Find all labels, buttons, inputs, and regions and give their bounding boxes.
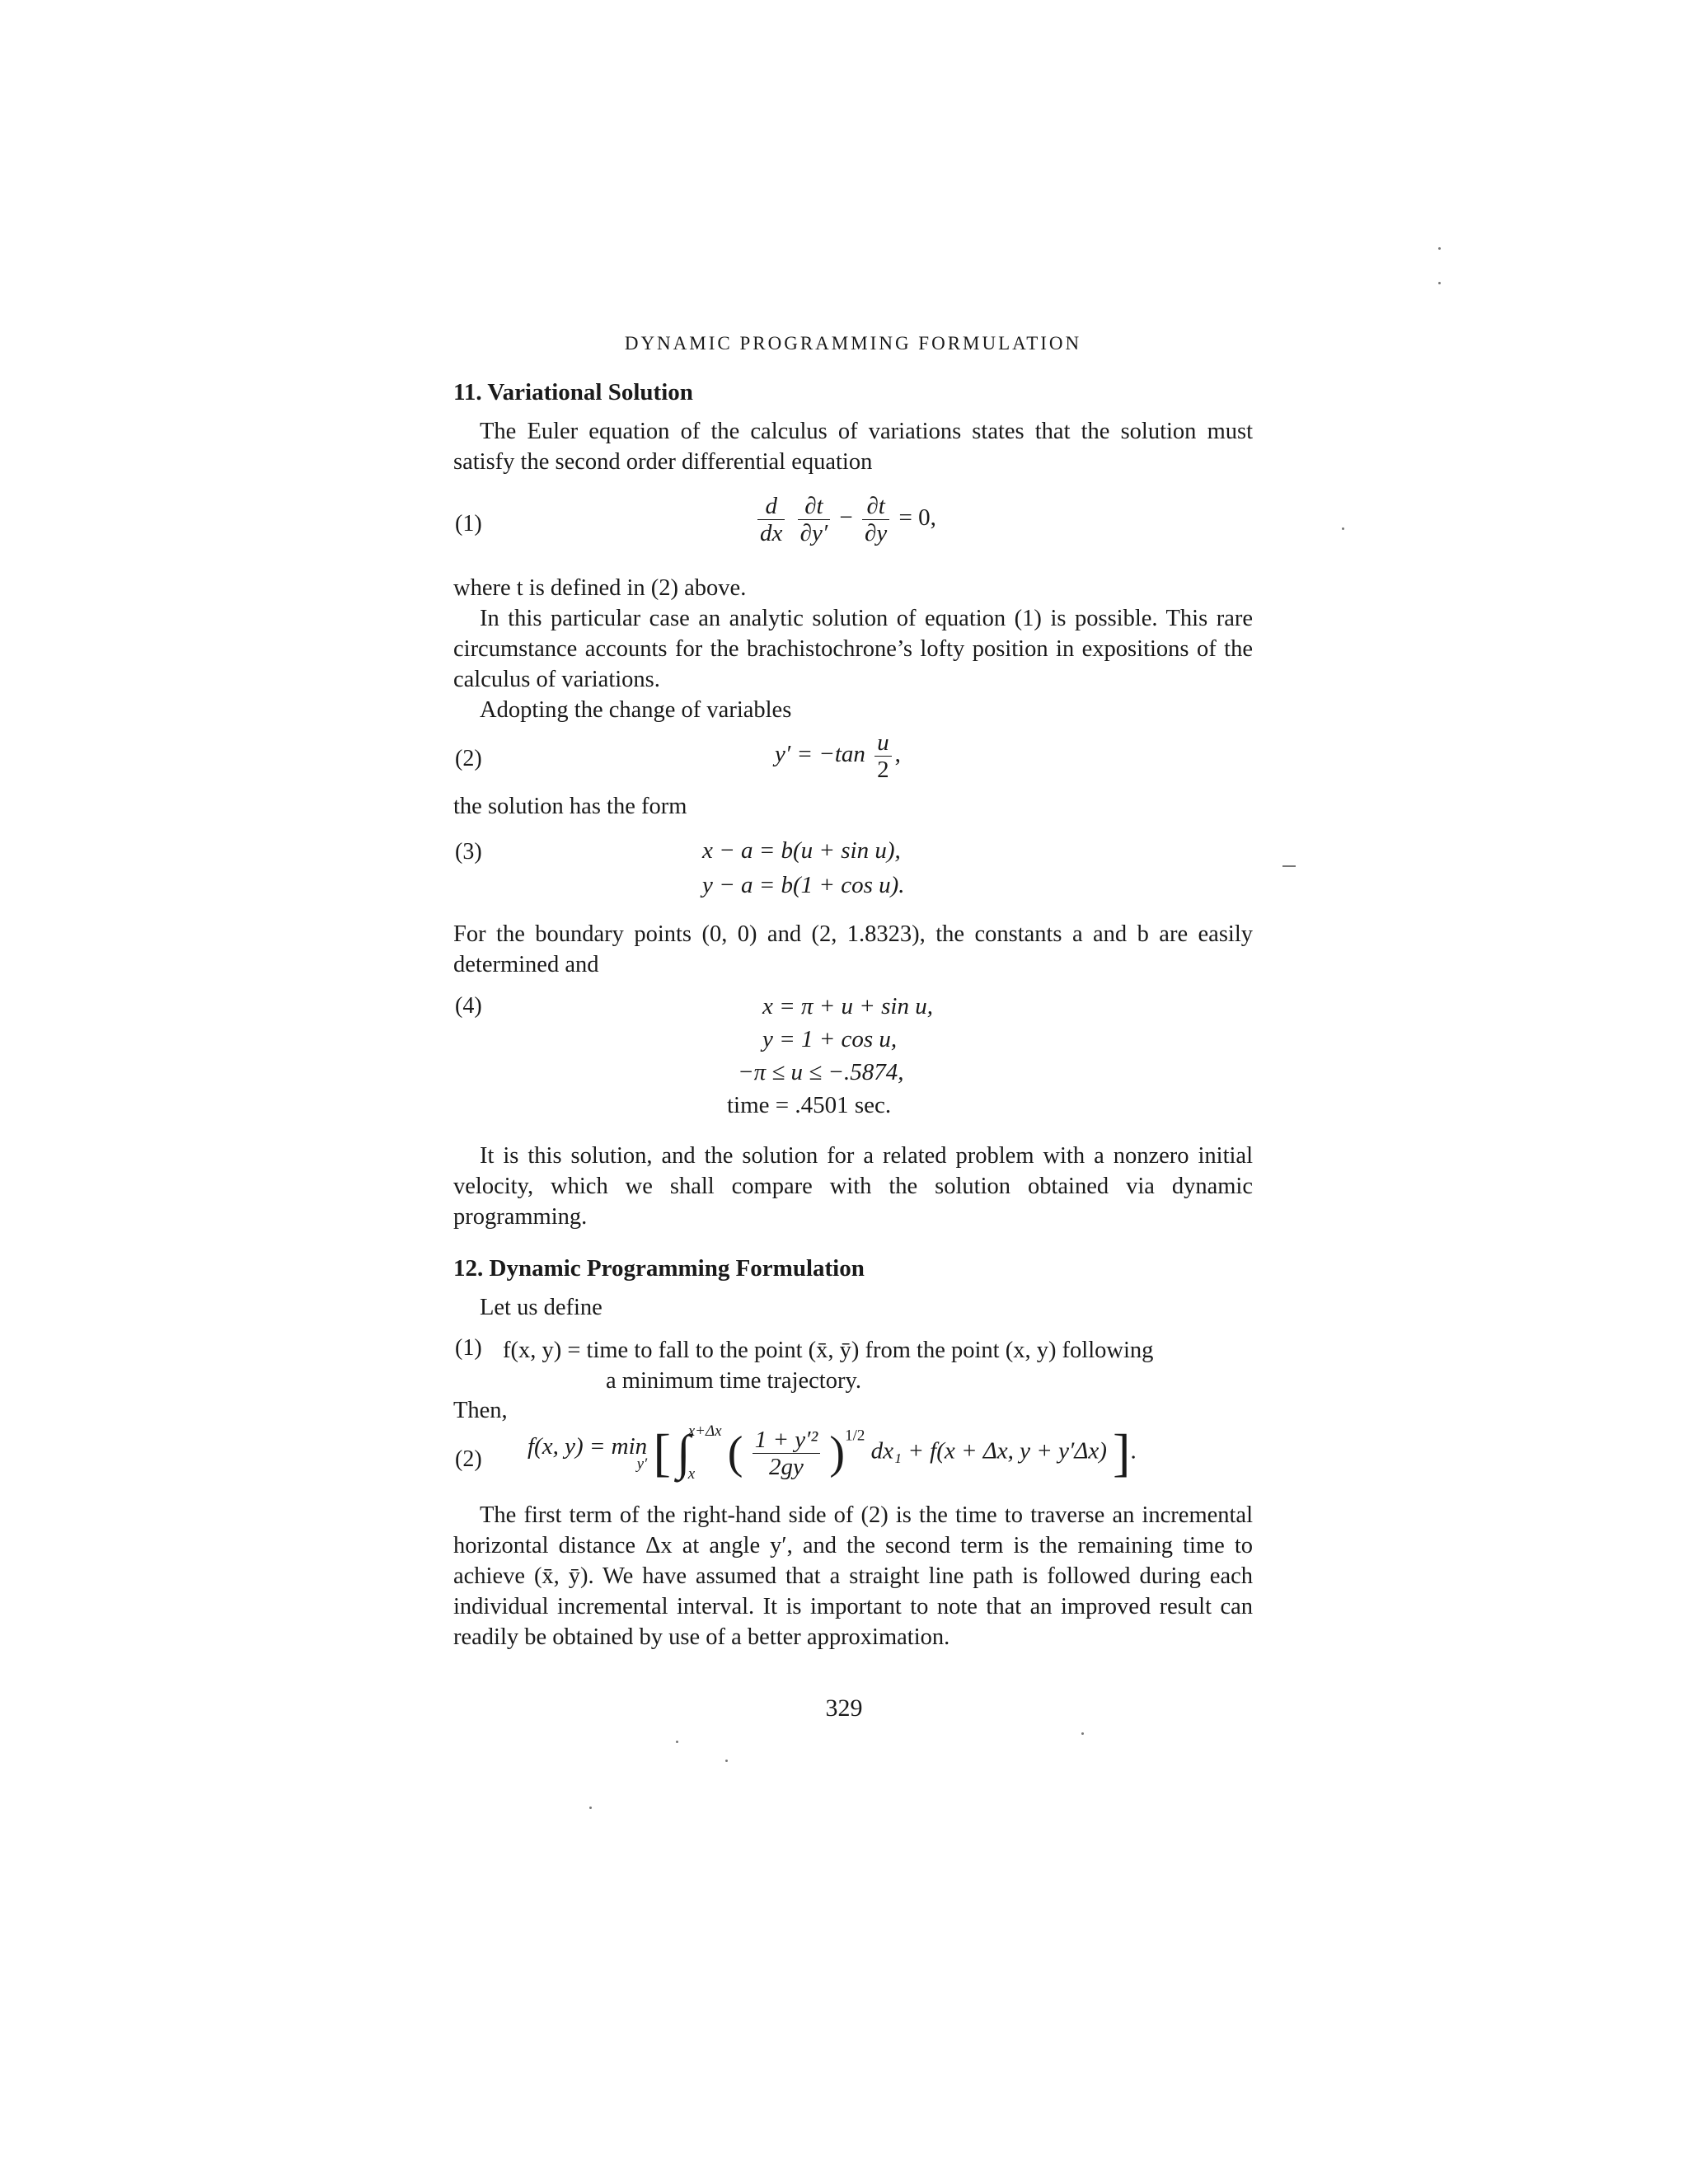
scan-speck	[725, 1760, 728, 1762]
adopting-line: Adopting the change of variables	[480, 697, 792, 723]
boundary-paragraph: For the boundary points (0, 0) and (2, 1.8323), the constants a and b are easily determined and	[453, 921, 1253, 977]
section-11-heading: 11. Variational Solution	[453, 379, 693, 405]
scan-speck	[1438, 282, 1441, 284]
right-bracket: ]	[1113, 1423, 1131, 1482]
definition-1-continuation: a minimum time trajectory.	[606, 1368, 861, 1394]
left-bracket: [	[653, 1423, 671, 1482]
particular-solution-line-1: x = π + u + sin u,	[762, 993, 933, 1019]
particular-solution-line-2: y = 1 + cos u,	[762, 1026, 898, 1052]
change-of-variables-equation: y′ = −tan $\frac{u}{2}$ ,	[775, 729, 901, 783]
then-line: Then,	[453, 1398, 508, 1423]
scan-speck	[1081, 1732, 1084, 1735]
recurrence-equation-number: (2)	[455, 1446, 482, 1472]
where-line: where t is defined in (2) above.	[453, 575, 747, 601]
euler-equation: $\frac{d}{dx}$ $\frac{\partial t}{\partial y'}$ − $\frac{\partial t}{\partial y}$ = 0,	[754, 493, 936, 546]
definition-1-text: f(x, y) = time to fall to the point (x̄, ȳ) from the point (x, y) following	[503, 1338, 1154, 1363]
integrand-fraction: $\frac{\text{1 + y′²}}{2gy}$	[753, 1427, 820, 1480]
equation-2-number: (2)	[455, 746, 482, 771]
equation-4-number: (4)	[455, 993, 482, 1019]
d-dx-fraction: $\frac{d}{dx}$	[757, 493, 785, 546]
solution-form-line-1: x − a = b(u + sin u),	[702, 837, 901, 864]
integral-sign: ∫	[677, 1425, 691, 1480]
dt-dyprime-fraction: $\frac{\partial t}{\partial y'}$	[798, 493, 831, 546]
equation-3-number: (3)	[455, 839, 482, 865]
u-over-2-fraction: $\frac{u}{2}$	[874, 729, 892, 783]
definition-1-number: (1)	[455, 1335, 482, 1361]
scan-speck	[1438, 247, 1441, 250]
form-line: the solution has the form	[453, 794, 687, 819]
running-header: DYNAMIC PROGRAMMING FORMULATION	[624, 333, 1082, 354]
particular-solution-line-3: −π ≤ u ≤ −.5874,	[738, 1059, 904, 1085]
page-number: 329	[825, 1694, 863, 1722]
explanation-paragraph: The first term of the right-hand side of (2) is the time to traverse an incremental horizontal distance Δx at angle y′, and the second term is the remaining time to achieve (x̄, ȳ). We have assumed that a straight line path is followed during each individual incremental interval. It is important to note that an improved result can readily be obtained by use of a better approximation.	[453, 1502, 1253, 1650]
define-line: Let us define	[480, 1295, 603, 1320]
scan-speck	[1342, 527, 1344, 530]
section-12-heading: 12. Dynamic Programming Formulation	[453, 1255, 865, 1282]
solution-form-line-2: y − a = b(1 + cos u).	[702, 872, 905, 898]
compare-paragraph: It is this solution, and the solution for a related problem with a nonzero initial velocity, which we shall compare with the solution obtained via dynamic programming.	[453, 1143, 1253, 1230]
min-operator: f(x, y) = min y′	[528, 1432, 648, 1473]
dt-dy-fraction: $\frac{\partial t}{\partial y}$	[862, 493, 889, 546]
equation-1-number: (1)	[455, 511, 482, 537]
scan-mark	[1282, 865, 1296, 867]
recurrence-remainder: dx₁ + f(x + Δx, y + y′Δx)	[870, 1437, 1107, 1465]
section-11-intro: The Euler equation of the calculus of variations states that the solution must satisfy the second order differential equation	[453, 419, 1253, 475]
integral-limits: x+Δx x	[687, 1422, 722, 1483]
scan-speck	[676, 1741, 678, 1743]
particular-solution-time: time = .4501 sec.	[727, 1092, 892, 1118]
scan-speck	[589, 1807, 592, 1809]
analytic-solution-paragraph: In this particular case an analytic solution of equation (1) is possible. This rare circumstance accounts for the brachistochrone’s lofty position in expositions of the calculus of variations.	[453, 606, 1253, 692]
recurrence-equation: f(x, y) = min y′ [ ∫ x+Δx x ( $\frac{\text{1 + y′²}}{2gy}$ )$^{1/2}$ dx₁ + f(x + Δx, y + y′Δx) ].	[528, 1419, 1137, 1487]
integrand-exponent: 1/2	[845, 1427, 865, 1445]
